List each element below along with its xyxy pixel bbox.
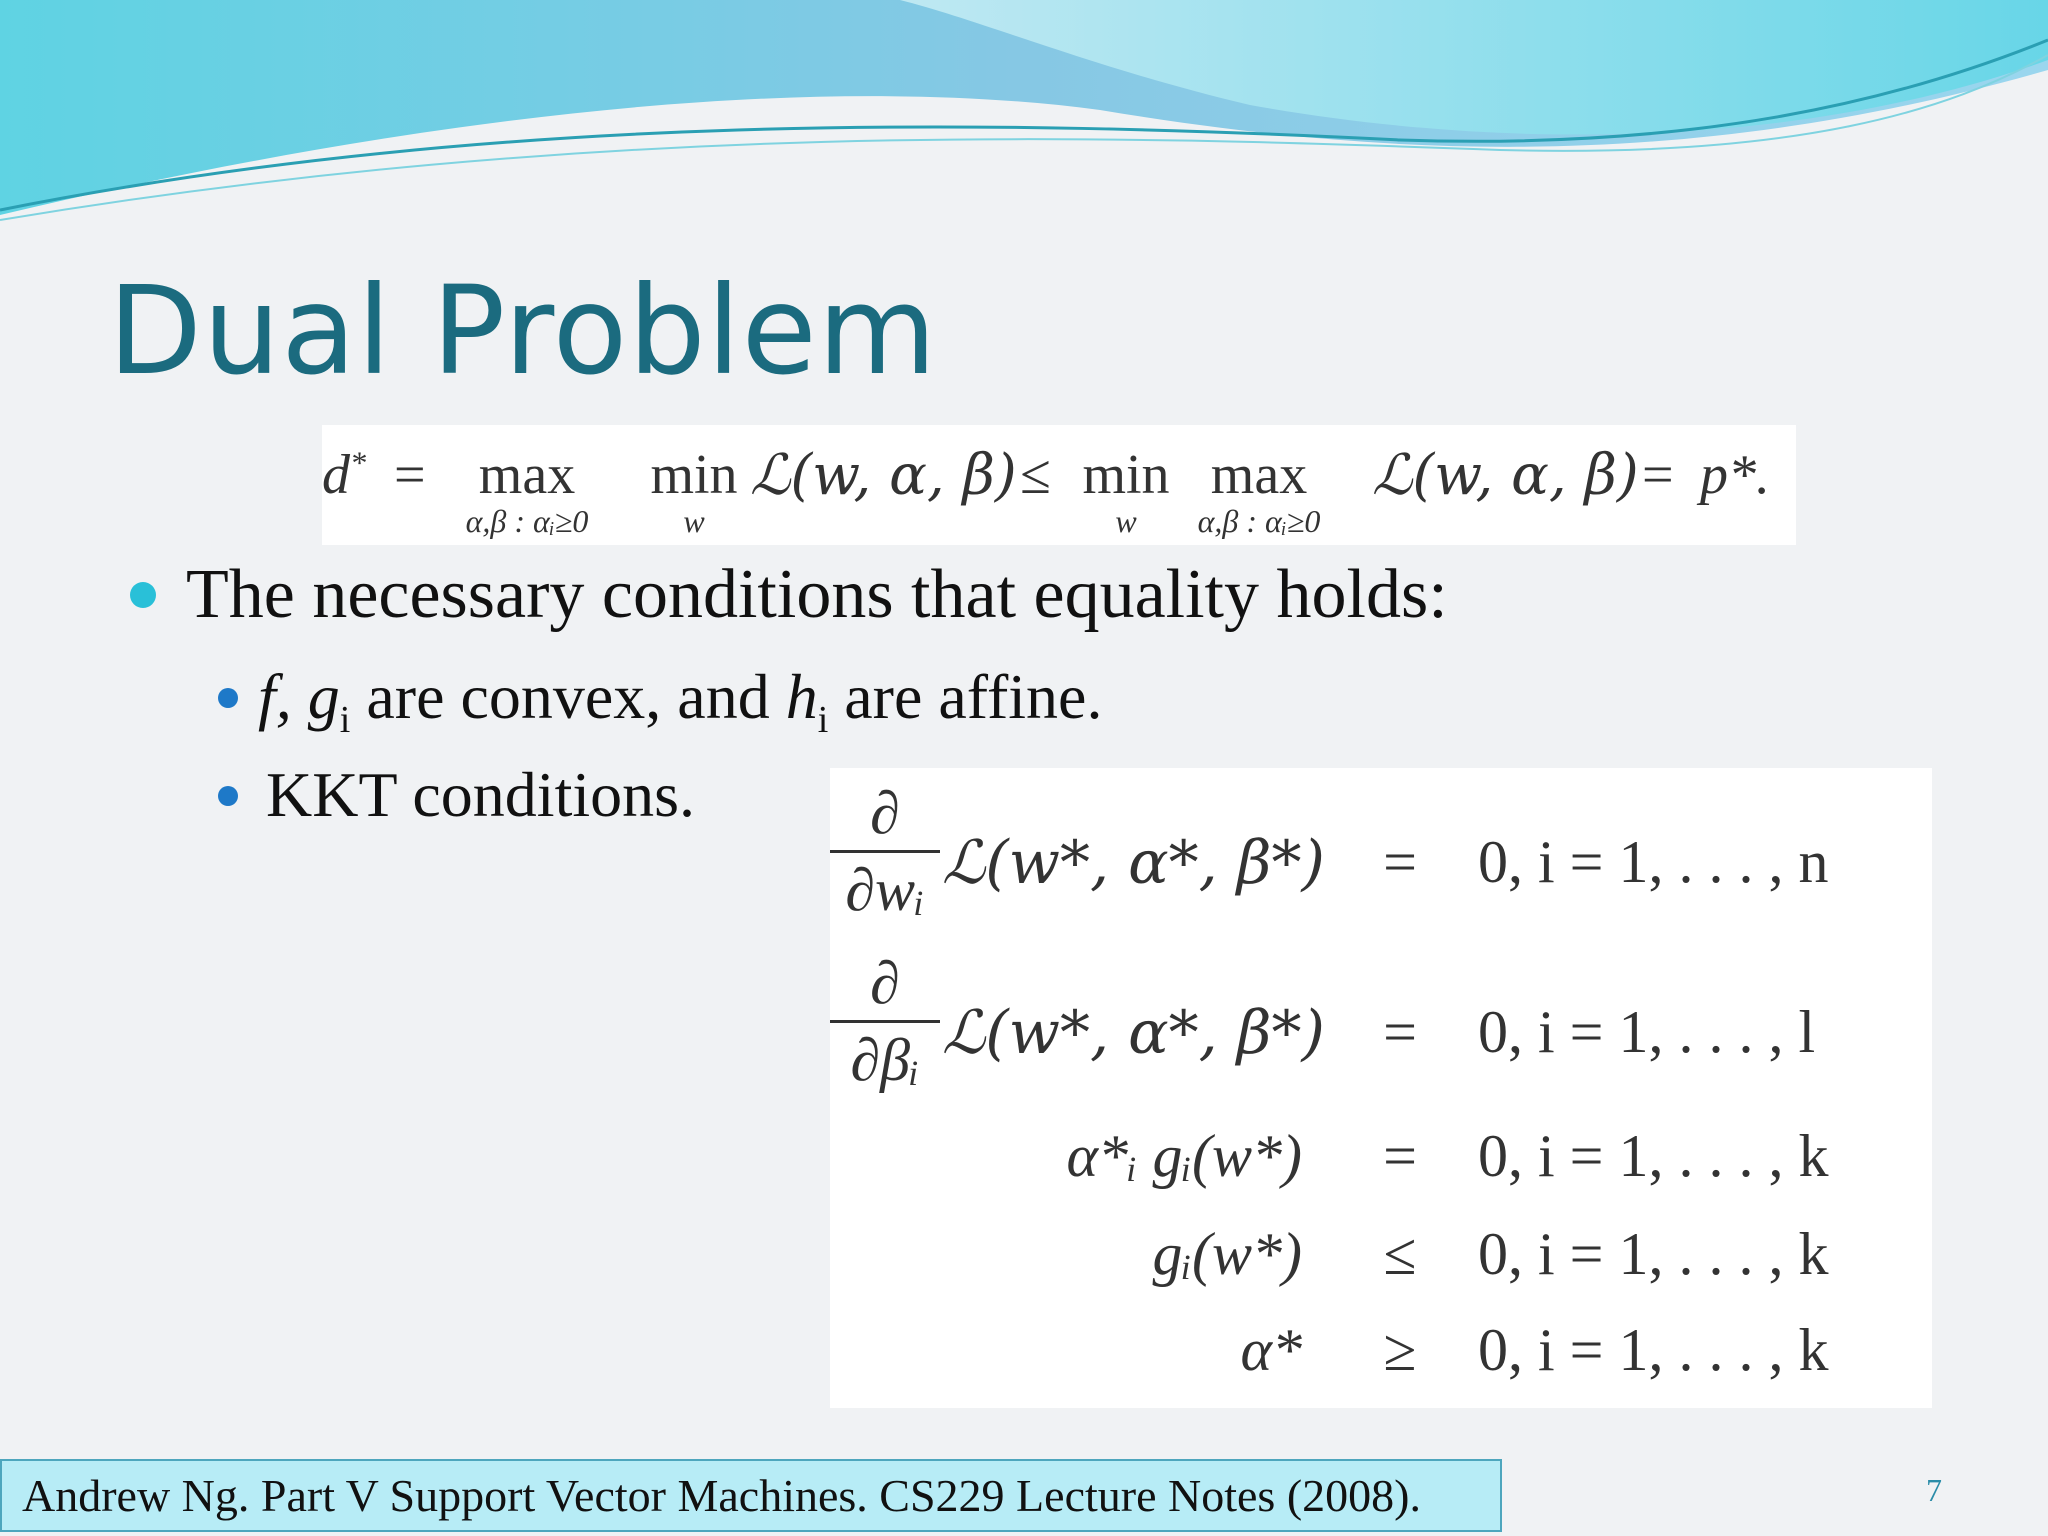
sub-bullet-dot (218, 688, 238, 708)
p-star-symbol: p*. (1700, 444, 1770, 506)
kkt-relation: ≥ (1383, 1317, 1417, 1383)
kkt-rhs: 0, i = 1, . . . , n (1478, 829, 1829, 895)
kkt-relation: = (1383, 1123, 1417, 1189)
slide-title: Dual Problem (108, 260, 938, 402)
kkt-row-gradient-w (830, 778, 1932, 928)
min-operator: min w (650, 444, 738, 539)
kkt-lhs: ℒ(w*, α*, β*) (942, 998, 1325, 1068)
citation-box (0, 1459, 1502, 1532)
kkt-rhs: 0, i = 1, . . . , k (1478, 1221, 1829, 1287)
kkt-lhs: α*ᵢ gᵢ(w*) (1066, 1123, 1302, 1189)
kkt-lhs: α* (1240, 1317, 1302, 1383)
page-number: 7 (1926, 1472, 1942, 1508)
bullet-necessary-conditions: The necessary conditions that equality holds: (186, 556, 1448, 633)
citation-text: Andrew Ng. Part V Support Vector Machines. CS229 Lecture Notes (2008). (22, 1470, 1421, 1521)
lagrangian-left: ℒ(w, α, β) (750, 443, 1017, 508)
kkt-relation: ≤ (1383, 1221, 1417, 1287)
equals-sign: = (394, 444, 426, 506)
min-operator-right: min w (1082, 444, 1170, 539)
header-wave-decoration (0, 0, 2048, 240)
duality-equation (322, 425, 1796, 545)
sub-bullet-kkt: KKT conditions. (266, 759, 696, 830)
kkt-lhs: gᵢ(w*) (1152, 1221, 1302, 1287)
kkt-row-gradient-beta (830, 948, 1932, 1098)
kkt-rhs: 0, i = 1, . . . , k (1478, 1317, 1829, 1383)
sub-bullet-convexity: f, $g_i$ are convex, and $h_i$ are affine. (258, 661, 1103, 741)
kkt-relation: = (1383, 999, 1417, 1065)
partial-derivative-w: ∂ ∂wᵢ (830, 778, 940, 925)
kkt-row-dual-feasibility (830, 1316, 1932, 1466)
max-operator-right: max α,β : αᵢ≥0 (1197, 444, 1321, 539)
kkt-lhs: ℒ(w*, α*, β*) (942, 828, 1325, 898)
leq-sign: ≤ (1020, 444, 1051, 506)
equals-sign-right: = (1642, 444, 1674, 506)
kkt-relation: = (1383, 829, 1417, 895)
kkt-rhs: 0, i = 1, . . . , k (1478, 1123, 1829, 1189)
bullet-dot (130, 582, 156, 608)
kkt-rhs: 0, i = 1, . . . , l (1478, 999, 1816, 1065)
max-operator: max α,β : αᵢ≥0 (465, 444, 589, 539)
partial-derivative-beta: ∂ ∂βᵢ (830, 948, 940, 1095)
kkt-conditions-block (830, 768, 1932, 1408)
d-star-symbol: d* (322, 444, 366, 506)
lagrangian-right: ℒ(w, α, β) (1372, 443, 1639, 508)
sub-bullet-dot (218, 786, 238, 806)
